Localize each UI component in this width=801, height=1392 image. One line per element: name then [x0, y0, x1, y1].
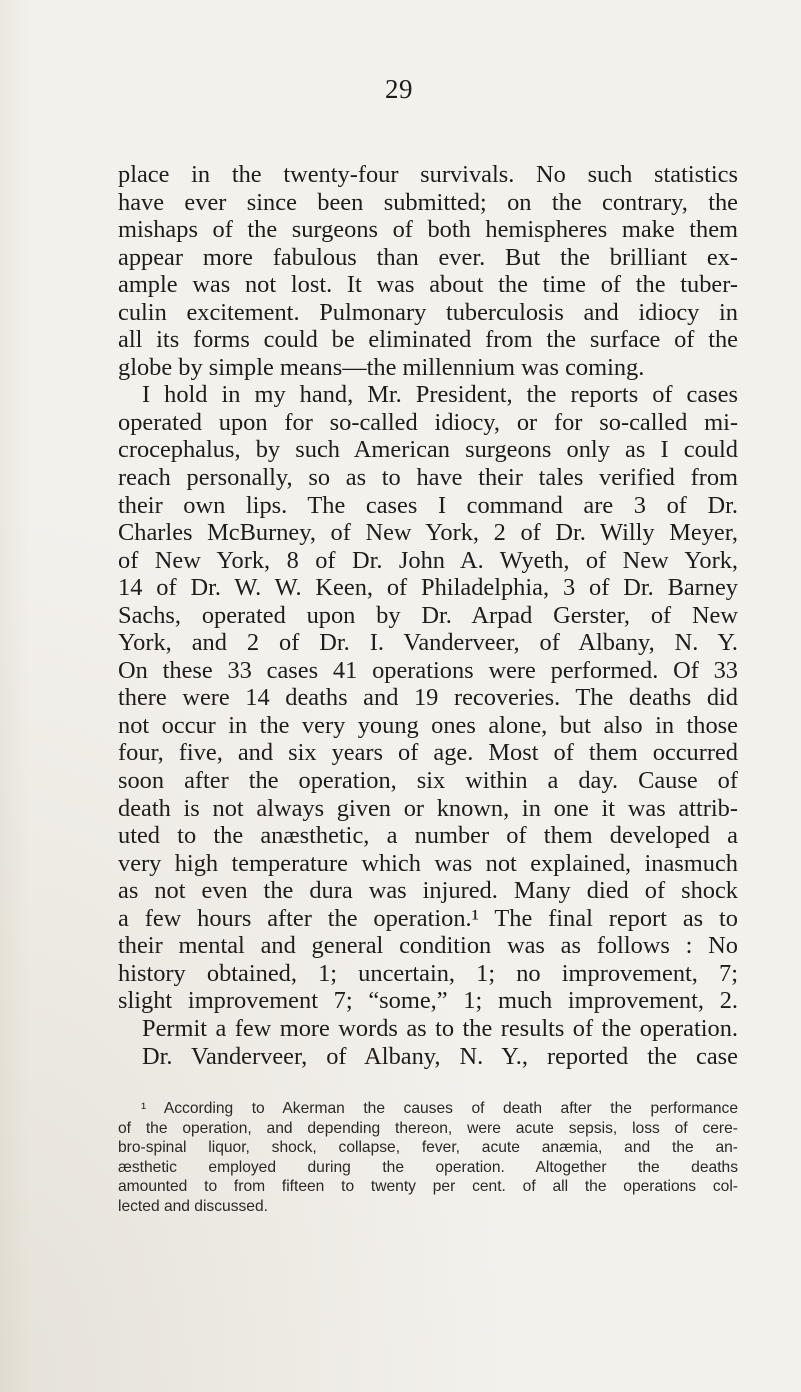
paragraph-start-line: Dr. Vanderveer, of Albany, N. Y., reported the case	[142, 1042, 738, 1070]
text-line: culin excitement. Pulmonary tuberculosis and idiocy in	[118, 298, 738, 326]
text-line: crocephalus, by such American surgeons only as I could	[118, 436, 738, 464]
text-line: reach personally, so as to have their tales verified from	[118, 464, 738, 492]
page-number: 29	[385, 74, 413, 104]
text-line: there were 14 deaths and 19 recoveries. The deaths did	[118, 684, 738, 712]
text-line: On these 33 cases 41 operations were performed. Of 33	[118, 656, 738, 684]
footnote	[118, 1099, 738, 1217]
text-line: globe by simple means—the millennium was coming.	[118, 353, 645, 381]
text-line: have ever since been submitted; on the contrary, the	[118, 188, 738, 216]
text-line: very high temperature which was not explained, inasmuch	[118, 849, 738, 877]
text-line: as not even the dura was injured. Many died of shock	[118, 877, 738, 905]
text-line: a few hours after the operation.¹ The final report as to	[118, 904, 738, 932]
text-line: York, and 2 of Dr. I. Vanderveer, of Albany, N. Y.	[118, 629, 738, 657]
text-line: uted to the anæsthetic, a number of them developed a	[118, 822, 738, 850]
text-line: appear more fabulous than ever. But the brilliant ex-	[118, 243, 738, 271]
text-line: death is not always given or known, in one it was attrib-	[118, 794, 738, 822]
text-line: all its forms could be eliminated from the surface of the	[118, 326, 738, 354]
text-line: not occur in the very young ones alone, but also in those	[118, 711, 738, 739]
text-line: history obtained, 1; uncertain, 1; no improvement, 7;	[118, 959, 738, 987]
paragraph-start-line: Permit a few more words as to the results of the operation.	[142, 1014, 738, 1042]
text-line: soon after the operation, six within a day. Cause of	[118, 767, 738, 795]
text-line: ample was not lost. It was about the time of the tuber-	[118, 271, 738, 299]
footnote-line: lected and discussed.	[118, 1197, 268, 1215]
text-line: their mental and general condition was as follows : No	[118, 932, 738, 960]
footnote-line: æsthetic employed during the operation. Altogether the deaths	[118, 1158, 738, 1176]
main-text-block	[118, 161, 738, 1070]
footnote-line: of the operation, and depending thereon, were acute sepsis, loss of cere-	[118, 1119, 738, 1137]
text-line: of New York, 8 of Dr. John A. Wyeth, of New York,	[118, 546, 738, 574]
text-line: Sachs, operated upon by Dr. Arpad Gerster, of New	[118, 601, 738, 629]
text-line: slight improvement 7; “some,” 1; much improvement, 2.	[118, 987, 738, 1015]
text-line: Charles McBurney, of New York, 2 of Dr. Willy Meyer,	[118, 519, 738, 547]
text-line: their own lips. The cases I command are 3 of Dr.	[118, 491, 738, 519]
text-line: mishaps of the surgeons of both hemispheres make them	[118, 216, 738, 244]
footnote-line: ¹ According to Akerman the causes of death after the performance	[141, 1100, 738, 1117]
footnote-line: amounted to from fifteen to twenty per cent. of all the operations col-	[118, 1178, 738, 1196]
paragraph-start-line: I hold in my hand, Mr. President, the reports of cases	[142, 381, 738, 409]
text-line: place in the twenty-four survivals. No such statistics	[118, 161, 738, 188]
text-line: 14 of Dr. W. W. Keen, of Philadelphia, 3 of Dr. Barney	[118, 574, 738, 602]
text-line: four, five, and six years of age. Most of them occurred	[118, 739, 738, 767]
footnote-line: bro-spinal liquor, shock, collapse, fever, acute anæmia, and the an-	[118, 1139, 738, 1157]
text-line: operated upon for so-called idiocy, or for so-called mi-	[118, 408, 738, 436]
